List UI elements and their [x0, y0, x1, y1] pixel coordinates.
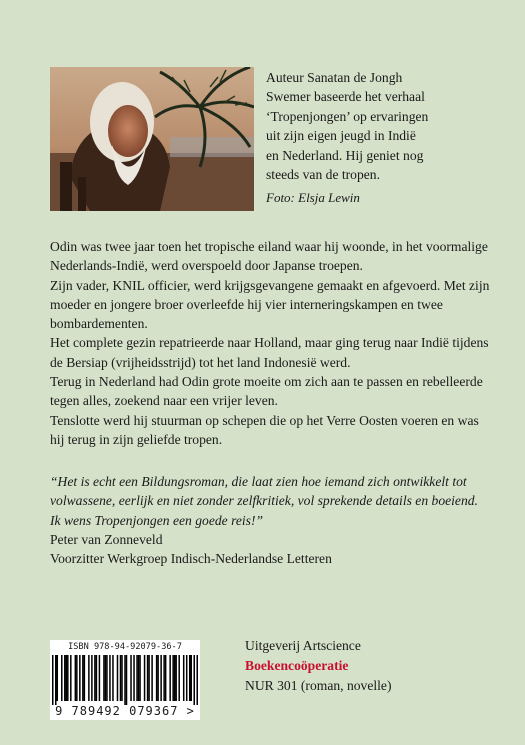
isbn-barcode — [50, 640, 200, 720]
synopsis — [50, 237, 490, 449]
publisher-name: Uitgeverij Artscience — [245, 638, 361, 653]
author-bio-line: en Nederland. Hij geniet nog — [266, 147, 424, 163]
barcode-bars — [52, 655, 198, 705]
isbn-number: ISBN 978-94-92079-36-7 — [68, 642, 182, 652]
author-bio — [266, 68, 491, 184]
publisher-info — [245, 636, 391, 696]
review-quote — [50, 472, 490, 568]
synopsis-paragraph: Terug in Nederland had Odin grote moeite om zich aan te passen en rebelleerde tegen alles, zoekend naar een vrijer leven. — [50, 374, 483, 409]
author-photo-image — [50, 67, 254, 211]
publisher-brand: Boekencoöperatie — [245, 658, 349, 673]
quote-text: “Het is echt een Bildungsroman, die laat zien hoe iemand zich ontwikkelt tot volwassene, eerlijk en niet zonder zelfkritiek, vol sprekende details en boeiend. — [50, 474, 478, 509]
author-bio-line: Swemer baseerde het verhaal — [266, 89, 425, 105]
author-bio-line: uit zijn eigen jeugd in Indië — [266, 128, 416, 144]
synopsis-paragraph: Tenslotte werd hij stuurman op schepen die op het Verre Oosten voeren en was hij terug in zijn geliefde tropen. — [50, 412, 479, 447]
quote-author: Peter van Zonneveld — [50, 531, 163, 547]
author-bio-line: Auteur Sanatan de Jongh — [266, 70, 403, 85]
author-bio-line: steeds van de tropen. — [266, 167, 381, 183]
quote-wish: Ik wens Tropenjongen een goede reis!” — [50, 512, 264, 528]
nur-code: NUR 301 (roman, novelle) — [245, 678, 392, 693]
synopsis-paragraph: Het complete gezin repatrieerde naar Holland, maar ging terug naar Indië tijdens de Bersiap (vrijheidsstrijd) tot het land Indonesië werd. — [50, 335, 489, 370]
quote-author-role: Voorzitter Werkgroep Indisch-Nederlandse Letteren — [50, 551, 332, 567]
photo-credit: Foto: Elsja Lewin — [266, 190, 360, 205]
author-photo — [50, 67, 254, 211]
synopsis-paragraph: Zijn vader, KNIL officier, werd krijgsgevangene gemaakt en afgevoerd. Met zijn moeder en jongere broer overleefde hij vier interneringskampen en twee bombardementen. — [50, 277, 490, 332]
synopsis-paragraph: Odin was twee jaar toen het tropische eiland waar hij woonde, in het voormalige Nederlands-Indië, werd overspoeld door Japanse troepen. — [50, 239, 488, 274]
author-bio-line: ‘Tropenjongen’ op ervaringen — [266, 108, 429, 124]
ean-digits: 9 789492 079367 > — [55, 704, 195, 718]
